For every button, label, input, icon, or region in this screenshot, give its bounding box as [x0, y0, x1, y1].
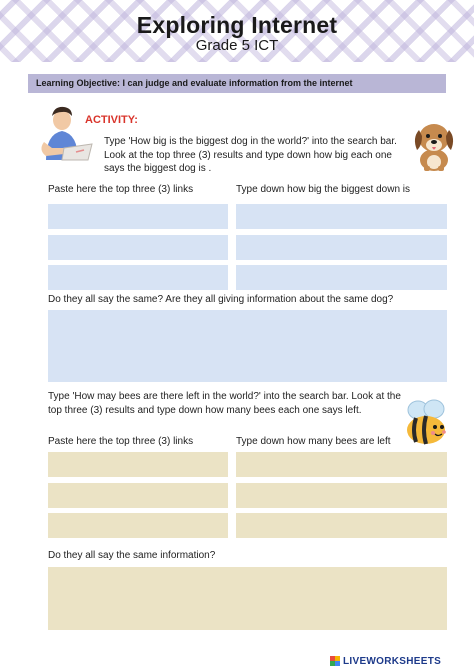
bees-count-field-2[interactable]	[236, 483, 447, 508]
logo-text: LIVEWORKSHEETS	[343, 655, 442, 667]
bees-link-field-2[interactable]	[48, 483, 228, 508]
bee-icon	[402, 396, 450, 448]
dog-size-field-3[interactable]	[236, 265, 447, 290]
dog-comparison-answer-field[interactable]	[48, 310, 447, 382]
dog-link-field-2[interactable]	[48, 235, 228, 260]
links-column-header: Paste here the top three (3) links	[48, 184, 194, 195]
bees-link-field-1[interactable]	[48, 452, 228, 477]
bees-comparison-answer-field[interactable]	[48, 567, 447, 630]
dog-link-field-1[interactable]	[48, 204, 228, 229]
dog-comparison-question: Do they all say the same? Are they all giving information about the same dog?	[48, 294, 394, 305]
bees-comparison-question: Do they all say the same information?	[48, 550, 216, 561]
dog-size-column-header: Type down how big the biggest down is	[236, 184, 410, 195]
bees-link-field-3[interactable]	[48, 513, 228, 538]
dog-size-field-2[interactable]	[236, 235, 447, 260]
liveworksheets-logo	[330, 654, 441, 668]
page-subtitle: Grade 5 ICT	[195, 37, 279, 54]
bees-count-field-3[interactable]	[236, 513, 447, 538]
dog-link-field-3[interactable]	[48, 265, 228, 290]
dog-icon	[410, 116, 458, 172]
dog-size-field-1[interactable]	[236, 204, 447, 229]
bees-count-column-header: Type down how many bees are left	[236, 436, 391, 447]
person-laptop-icon	[34, 98, 100, 166]
learning-objective-bar: Learning Objective: I can judge and evaluate information from the internet	[28, 74, 446, 93]
activity-label: ACTIVITY:	[85, 114, 138, 126]
page-title: Exploring Internet	[136, 12, 338, 38]
bees-links-column-header: Paste here the top three (3) links	[48, 436, 194, 447]
bees-instructions: Type 'How may bees are there left in the world?' into the search bar. Look at the top three (3) results and type down how many bees each one says left.	[48, 391, 401, 416]
liveworksheets-logo-icon	[330, 656, 340, 666]
activity-instructions: Type 'How big is the biggest dog in the world?' into the search bar. Look at the top three (3) results and type down how big each one says the biggest dog is .	[104, 136, 397, 174]
bees-count-field-1[interactable]	[236, 452, 447, 477]
